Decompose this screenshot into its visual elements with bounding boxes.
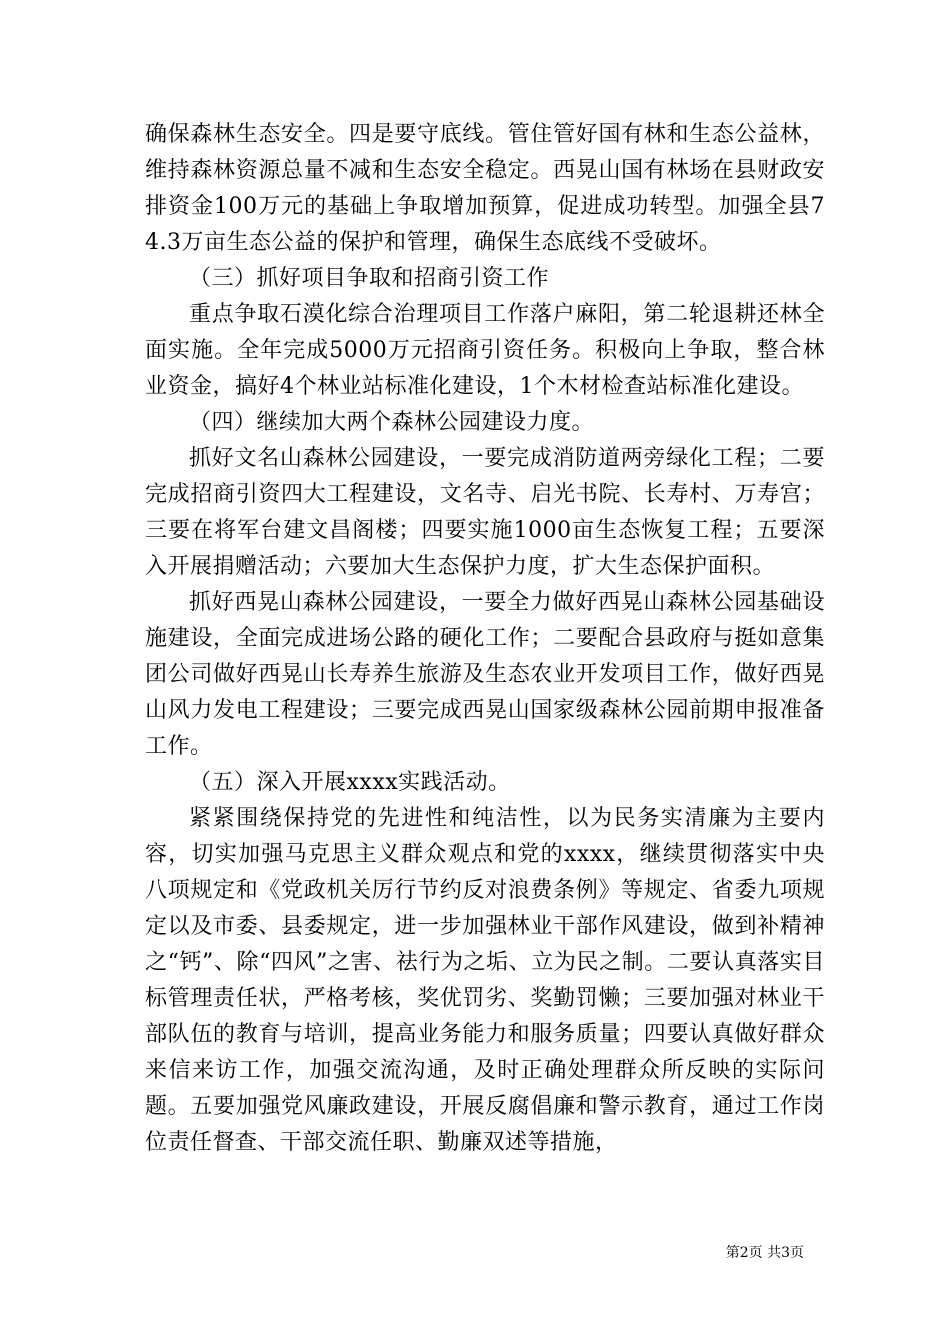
page-number-footer	[0, 1244, 950, 1262]
paragraph-4: 抓好西晃山森林公园建设，一要全力做好西晃山森林公园基础设施建设，全面完成进场公路的硬化工作；二要配合县政府与挺如意集团公司做好西晃山长寿养生旅游及生态农业开发项目工作，做好西晃山风力发电工程建设；三要完成西晃山国家级森林公园前期申报准备工作。	[145, 590, 825, 759]
paragraph-2: 重点争取石漠化综合治理项目工作落户麻阳，第二轮退耕还林全面实施。全年完成5000万元招商引资任务。积极向上争取，整合林业资金，搞好4个林业站标准化建设，1个木材检查站标准化建设。	[145, 302, 825, 399]
page-number-label: 第2页 共3页	[725, 1245, 804, 1261]
paragraph-1: 确保森林生态安全。四是要守底线。管住管好国有林和生态公益林，维持森林资源总量不减和生态安全稳定。西晃山国有林场在县财政安排资金100万元的基础上争取增加预算，促进成功转型。加强全县74.3万亩生态公益的保护和管理，确保生态底线不受破坏。	[145, 122, 825, 255]
section-heading-5: （五）深入开展xxxx实践活动。	[189, 770, 511, 795]
paragraph-5: 紧紧围绕保持党的先进性和纯洁性，以为民务实清廉为主要内容，切实加强马克思主义群众观点和党的xxxx，继续贯彻落实中央八项规定和《党政机关厉行节约反对浪费条例》等规定、省委九项规定以及市委、县委规定，进一步加强林业干部作风建设，做到补精神之“钙”、除“四风”之害、祛行为之垢、立为民之制。二要认真落实目标管理责任状，严格考核，奖优罚劣、奖勤罚懒；三要加强对林业干部队伍的教育与培训，提高业务能力和服务质量；四要认真做好群众来信来访工作，加强交流沟通，及时正确处理群众所反映的实际问题。五要加强党风廉政建设，开展反腐倡廉和警示教育，通过工作岗位责任督查、干部交流任职、勤廉双述等措施，	[145, 806, 825, 1155]
document-body	[145, 117, 825, 1161]
paragraph-3: 抓好文名山森林公园建设，一要完成消防道两旁绿化工程；二要完成招商引资四大工程建设，文名寺、启光书院、长寿村、万寿宫；三要在将军台建文昌阁楼；四要实施1000亩生态恢复工程；五要深入开展捐赠活动；六要加大生态保护力度，扩大生态保护面积。	[145, 446, 825, 579]
section-heading-4: （四）继续加大两个森林公园建设力度。	[189, 410, 595, 435]
section-heading-3: （三）抓好项目争取和招商引资工作	[189, 266, 550, 291]
